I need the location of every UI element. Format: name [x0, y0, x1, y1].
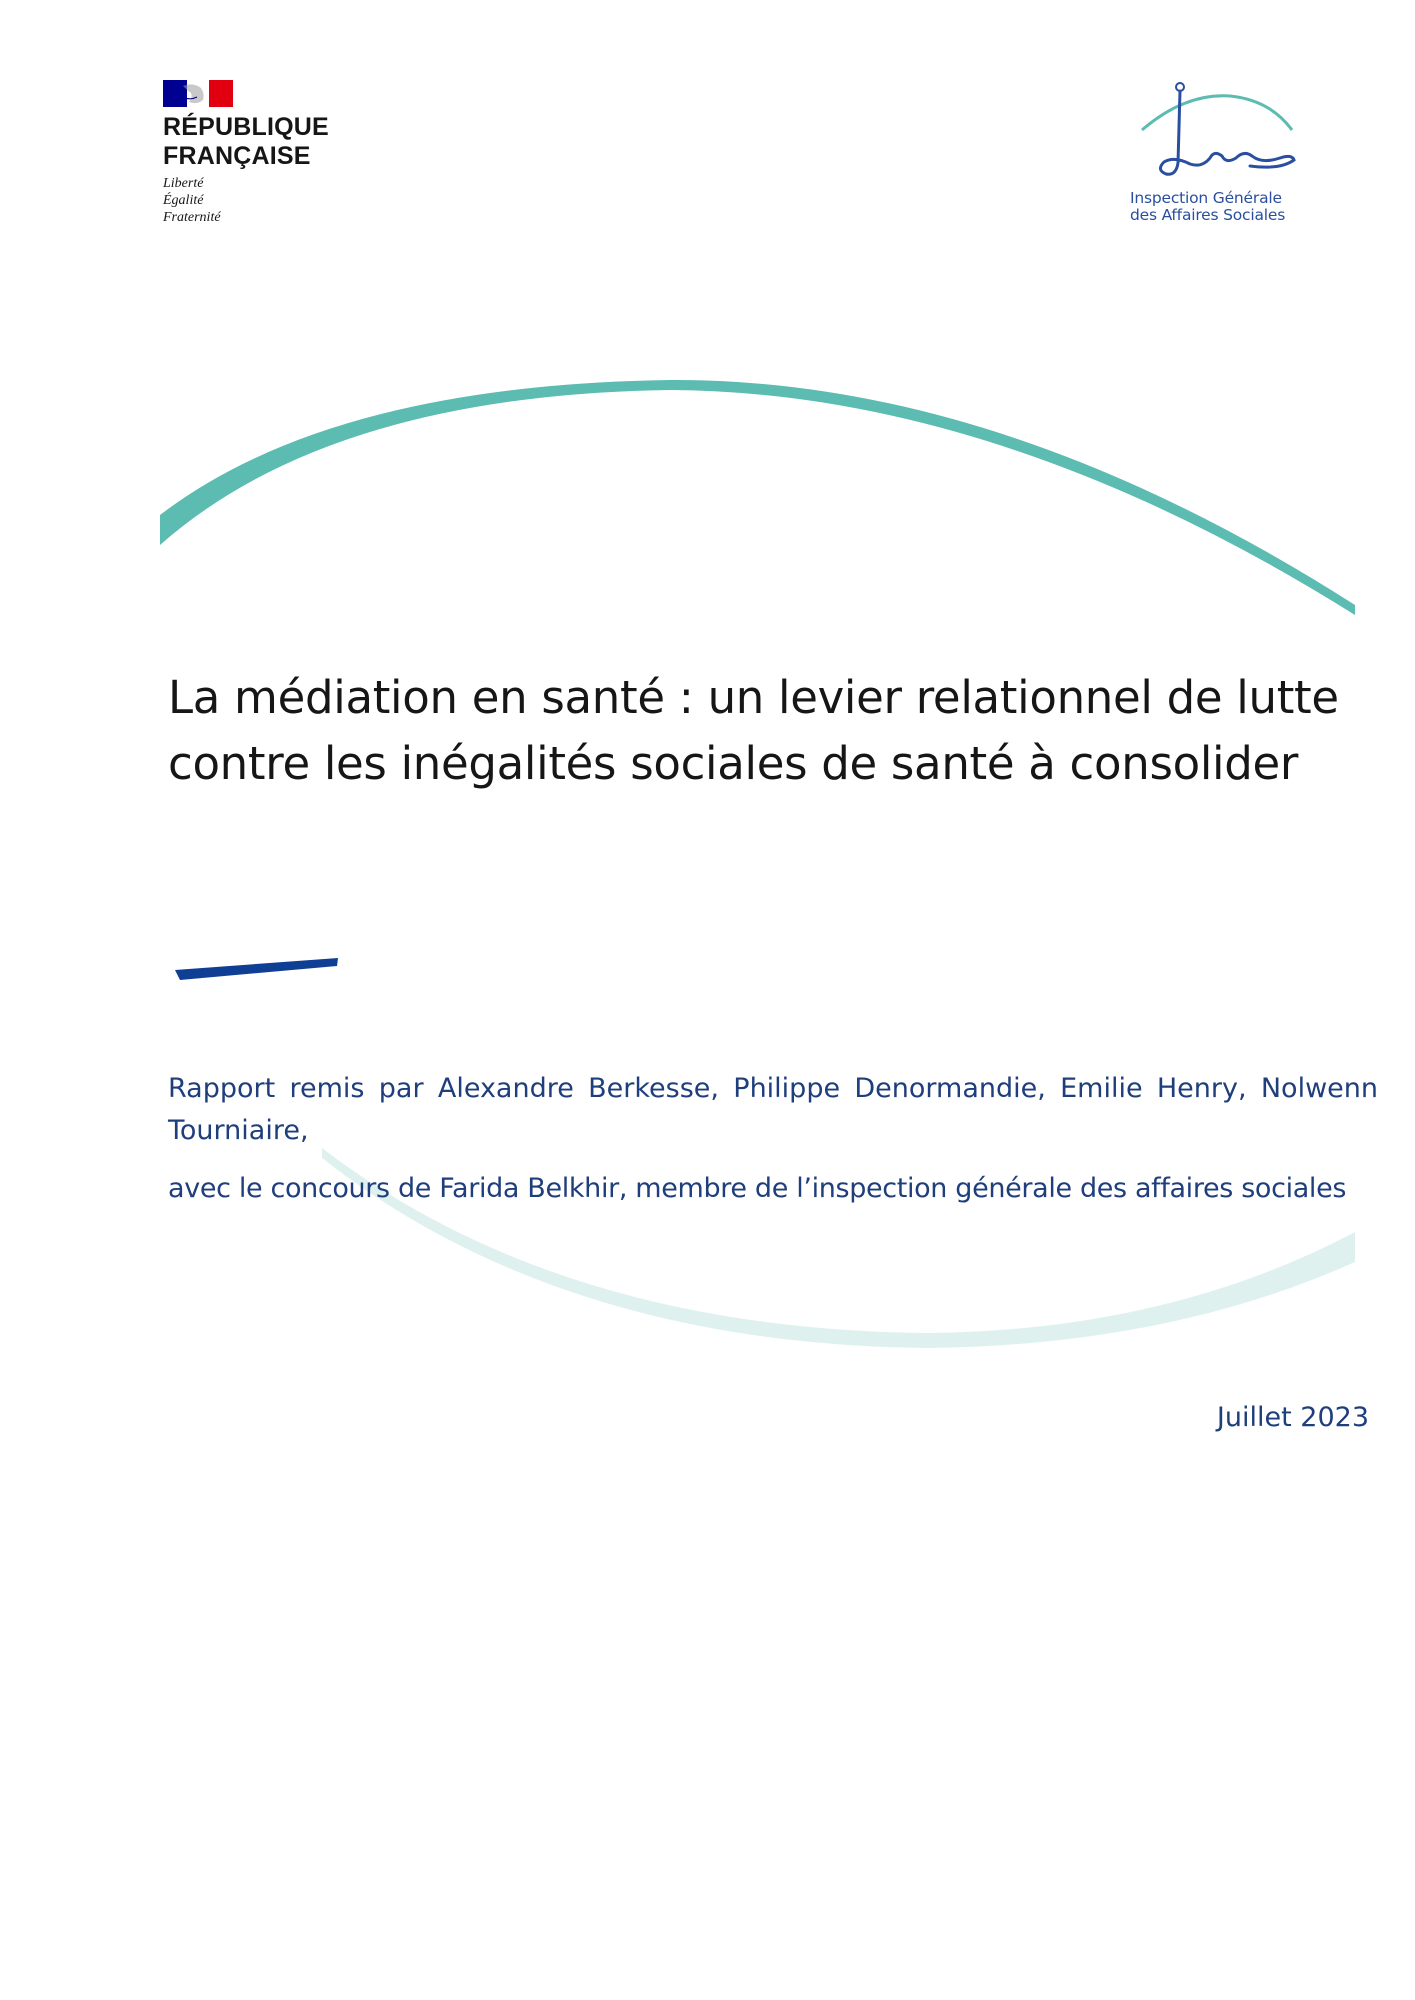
teal-top-arc	[160, 380, 1355, 615]
authors-line-1: Rapport remis par Alexandre Berkesse, Philippe Denormandie, Emilie Henry, Nolwenn	[168, 1073, 1378, 1104]
igas-signature-logo-icon	[1130, 78, 1300, 188]
republique-francaise-name: RÉPUBLIQUE FRANÇAISE	[163, 113, 329, 170]
igas-logo	[1130, 78, 1300, 224]
authors-section	[168, 1068, 1378, 1210]
republique-francaise-logo	[163, 80, 353, 226]
republic-motto: Liberté Égalité Fraternité	[163, 176, 221, 225]
title-line-2: contre les inégalités sociales de santé à consolider	[168, 737, 1299, 790]
marianne-flag-icon	[163, 80, 233, 107]
blue-accent-stroke	[175, 958, 338, 980]
report-title	[168, 665, 1383, 797]
contributors-line: avec le concours de Farida Belkhir, membre de l’inspection générale des affaires sociales	[168, 1173, 1347, 1204]
report-date: Juillet 2023	[1216, 1402, 1369, 1433]
title-line-1: La médiation en santé : un levier relationnel de lutte	[168, 671, 1339, 724]
authors-line-2: Tourniaire,	[168, 1115, 309, 1146]
igas-name: Inspection Générale des Affaires Sociales	[1130, 189, 1286, 224]
